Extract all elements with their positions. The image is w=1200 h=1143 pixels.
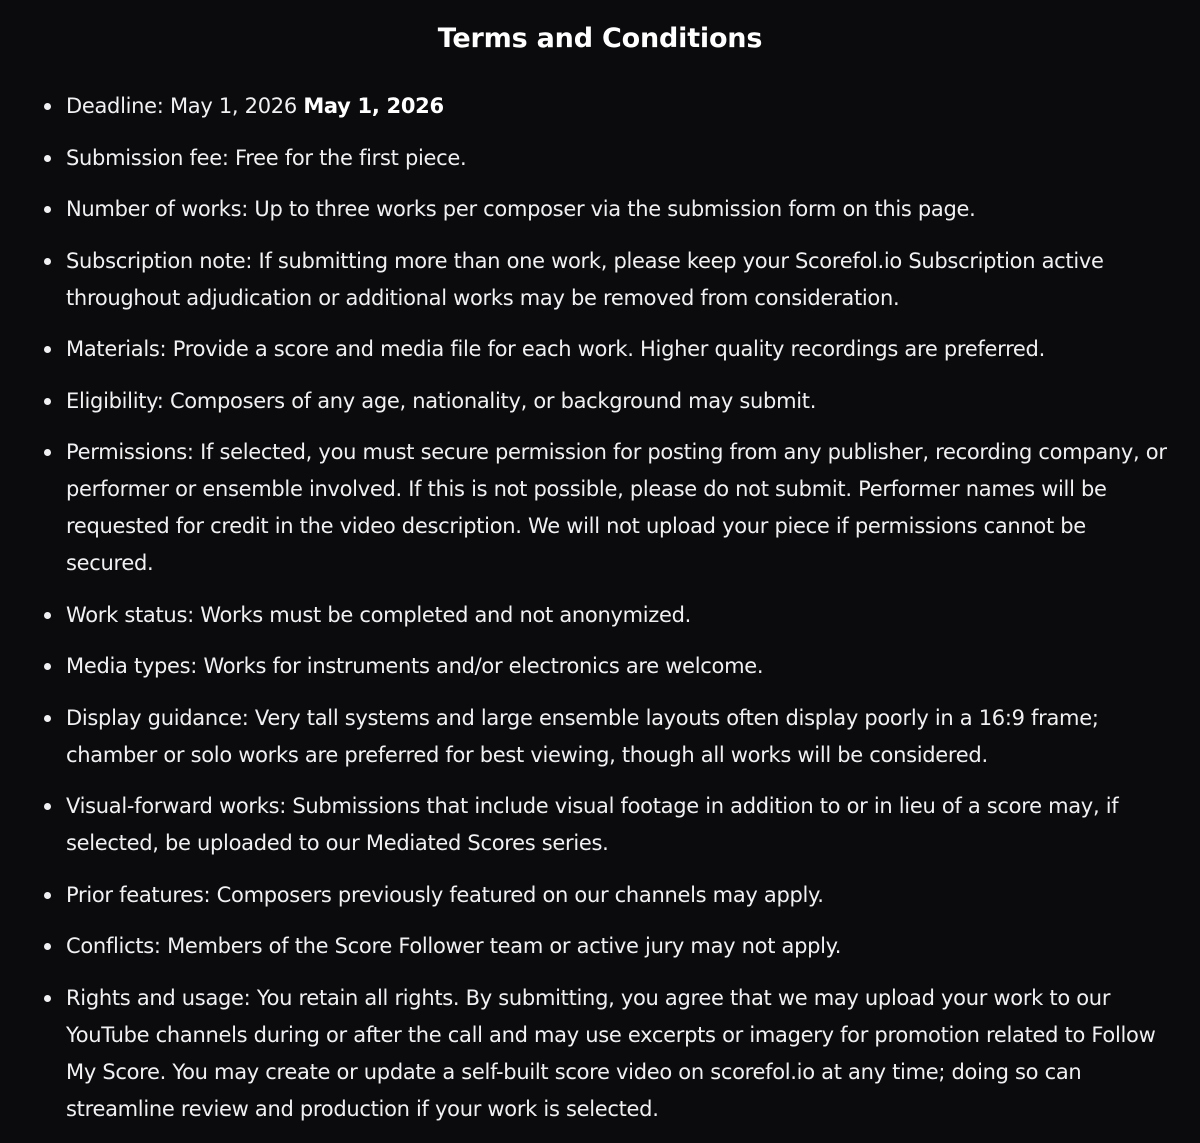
term-label: Conflicts: xyxy=(66,934,161,958)
term-text: If selected, you must secure permission for posting from any publisher, recording company, or performer or ensemble involved. If this is not possible, please do not submit. Performer names will be requested for credit in the video description. We will not upload your piece if permissions cannot be secured. xyxy=(66,440,1167,575)
term-text: If submitting more than one work, please keep your Scorefol.io Subscription active throughout adjudication or additional works may be removed from consideration. xyxy=(66,248,1104,310)
term-materials xyxy=(30,331,1170,368)
term-submission-fee xyxy=(30,140,1170,177)
term-label: Materials: xyxy=(66,337,167,361)
term-text: Members of the Score Follower team or active jury may not apply. xyxy=(167,934,842,958)
term-label: Eligibility: xyxy=(66,388,164,413)
term-conflicts xyxy=(30,928,1170,965)
term-prior-features xyxy=(30,877,1170,914)
term-label: Subscription note: xyxy=(66,248,253,273)
term-deadline xyxy=(30,88,1170,125)
term-text: Composers previously featured on our channels may apply. xyxy=(216,882,824,907)
term-label: Work status: xyxy=(66,602,194,627)
term-display-guidance xyxy=(30,700,1170,774)
term-label: Media types: xyxy=(66,654,198,678)
term-text: Works must be completed and not anonymized. xyxy=(200,602,692,627)
term-label: Rights and usage: xyxy=(66,985,251,1010)
term-text: Composers of any age, nationality, or background may submit. xyxy=(169,388,817,413)
term-text: Submissions that include visual footage in addition to or in lieu of a score may, if selected, be uploaded to our Mediated Scores series. xyxy=(66,794,1119,855)
term-visual-forward-works xyxy=(30,788,1170,862)
term-text: You retain all rights. By submitting, you agree that we may upload your work to our YouTube channels during or after the call and may use excerpts or imagery for promotion related to Follow My Score. You may create or update a self-built score video on scorefol.io at any time; doing so can streamline review and production if your work is selected. xyxy=(66,985,1156,1121)
term-text: Provide a score and media file for each work. Higher quality recordings are preferred. xyxy=(172,337,1045,361)
page-title: Terms and Conditions xyxy=(437,23,763,54)
term-label: Deadline: xyxy=(66,94,164,118)
term-subscription-note xyxy=(30,243,1170,317)
term-label: Prior features: xyxy=(66,882,211,907)
term-label: Display guidance: xyxy=(66,705,249,730)
term-eligibility xyxy=(30,383,1170,420)
term-text: Very tall systems and large ensemble layouts often display poorly in a 16:9 frame; chamber or solo works are preferred for best viewing, though all works will be considered. xyxy=(66,705,1099,767)
term-text: Free for the first piece. xyxy=(235,145,467,170)
term-label: Permissions: xyxy=(66,440,194,464)
term-permissions xyxy=(30,434,1170,582)
term-media-types xyxy=(30,648,1170,685)
term-label: Number of works: xyxy=(66,197,248,221)
term-text: Works for instruments and/or electronics are welcome. xyxy=(203,654,764,678)
terms-list xyxy=(30,88,1170,1128)
term-text: May 1, 2026 xyxy=(169,94,297,118)
term-emphasis: May 1, 2026 xyxy=(303,94,444,118)
term-number-of-works xyxy=(30,191,1170,228)
term-label: Submission fee: xyxy=(66,145,229,170)
term-text: Up to three works per composer via the submission form on this page. xyxy=(254,197,976,221)
term-work-status xyxy=(30,597,1170,634)
term-rights-and-usage xyxy=(30,980,1170,1128)
term-label: Visual-forward works: xyxy=(66,794,286,818)
